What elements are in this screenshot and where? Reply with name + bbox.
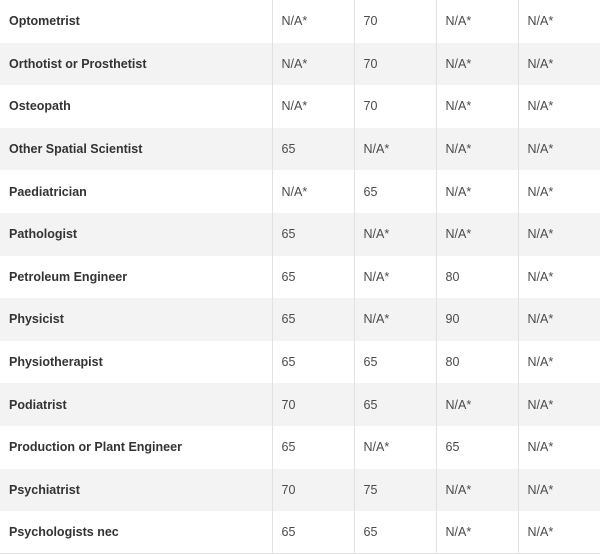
value-cell: N/A* (354, 213, 436, 256)
value-cell: 90 (436, 298, 518, 341)
value-cell: N/A* (436, 0, 518, 43)
value-cell: 80 (436, 341, 518, 384)
value-cell: 70 (354, 0, 436, 43)
value-cell: 80 (436, 256, 518, 299)
table-row (0, 128, 600, 171)
table-row (0, 341, 600, 384)
value-cell: 70 (272, 383, 354, 426)
value-cell: 70 (272, 469, 354, 512)
occupation-name: Production or Plant Engineer (0, 426, 272, 469)
value-cell: 65 (354, 341, 436, 384)
value-cell: 65 (272, 128, 354, 171)
value-cell: 65 (272, 256, 354, 299)
value-cell: N/A* (527, 142, 554, 157)
occupation-name: Optometrist (0, 0, 272, 43)
table-row (0, 85, 600, 128)
value-cell: N/A* (527, 184, 554, 199)
value-cell: N/A* (527, 269, 554, 284)
value-cell: 65 (436, 426, 518, 469)
value-cell: 70 (354, 43, 436, 86)
table-row (0, 170, 600, 213)
value-cell: 65 (272, 511, 354, 554)
value-cell: N/A* (436, 511, 518, 554)
value-cell: N/A* (436, 85, 518, 128)
table-row (0, 511, 600, 554)
table-row (0, 256, 600, 299)
value-cell: N/A* (527, 440, 554, 455)
occupation-name: Podiatrist (0, 383, 272, 426)
occupation-name: Other Spatial Scientist (0, 128, 272, 171)
value-cell: N/A* (527, 312, 554, 327)
occupation-name: Paediatrician (0, 170, 272, 213)
occupation-name: Psychologists nec (0, 511, 272, 554)
occupation-name: Pathologist (0, 213, 272, 256)
value-cell: N/A* (527, 56, 554, 71)
value-cell: N/A* (272, 0, 354, 43)
occupation-name: Psychiatrist (0, 469, 272, 512)
occupation-name: Osteopath (0, 85, 272, 128)
value-cell: N/A* (527, 14, 554, 29)
value-cell: N/A* (272, 170, 354, 213)
value-cell: N/A* (436, 383, 518, 426)
value-cell: N/A* (354, 256, 436, 299)
value-cell: 65 (272, 426, 354, 469)
value-cell: 70 (354, 85, 436, 128)
value-cell: 65 (272, 213, 354, 256)
value-cell: 75 (354, 469, 436, 512)
table-row (0, 213, 600, 256)
value-cell: N/A* (354, 128, 436, 171)
value-cell: N/A* (436, 43, 518, 86)
value-cell: 65 (354, 511, 436, 554)
occupation-name: Physiotherapist (0, 341, 272, 384)
value-cell: N/A* (527, 227, 554, 242)
occupation-name: Orthotist or Prosthetist (0, 43, 272, 86)
table-row (0, 426, 600, 469)
value-cell: N/A* (436, 213, 518, 256)
table-row (0, 43, 600, 86)
value-cell: N/A* (527, 482, 554, 497)
value-cell: N/A* (354, 298, 436, 341)
value-cell: N/A* (527, 397, 554, 412)
value-cell: N/A* (527, 355, 554, 370)
table-row (0, 0, 600, 43)
value-cell: N/A* (272, 85, 354, 128)
value-cell: 65 (272, 341, 354, 384)
value-cell: N/A* (354, 426, 436, 469)
value-cell: 65 (354, 170, 436, 213)
value-cell: N/A* (436, 170, 518, 213)
value-cell: N/A* (272, 43, 354, 86)
value-cell: N/A* (518, 511, 600, 554)
value-cell: N/A* (436, 469, 518, 512)
table-row (0, 298, 600, 341)
value-cell: N/A* (527, 99, 554, 114)
value-cell: 65 (272, 298, 354, 341)
table-row (0, 383, 600, 426)
occupation-name: Petroleum Engineer (0, 256, 272, 299)
value-cell: 65 (354, 383, 436, 426)
value-cell: N/A* (436, 128, 518, 171)
occupation-name: Physicist (0, 298, 272, 341)
table-row (0, 469, 600, 512)
